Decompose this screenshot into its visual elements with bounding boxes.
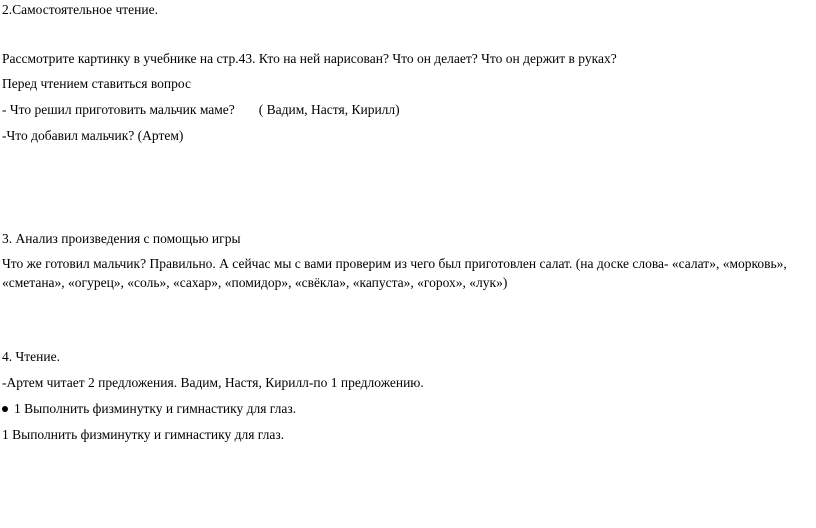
section2-pre-question: Перед чтением ставиться вопрос (2, 76, 191, 91)
section4-reading-order: -Артем читает 2 предложения. Вадим, Настя, Кирилл-по 1 предложению. (2, 375, 424, 390)
section2-instruction: Рассмотрите картинку в учебнике на стр.43. Кто на ней нарисован? Что он делает? Что он держит в руках? (2, 51, 617, 66)
section4-heading: 4. Чтение. (2, 349, 60, 364)
section4-bullet-item (2, 401, 296, 417)
bullet-icon (2, 406, 8, 412)
section3-text-line1: Что же готовил мальчик? Правильно. А сейчас мы с вами проверим из чего был приготовлен салат. (на доске слова- «салат», «морковь», (2, 256, 787, 271)
bullet-item-text: 1 Выполнить физминутку и гимнастику для глаз. (14, 401, 297, 416)
section4-plain-item: 1 Выполнить физминутку и гимнастику для глаз. (2, 427, 285, 442)
section2-heading: 2.Самостоятельное чтение. (2, 2, 158, 17)
section3-heading: 3. Анализ произведения с помощью игры (2, 231, 241, 246)
section3-text-line2: «сметана», «огурец», «соль», «сахар», «помидор», «свёкла», «капуста», «горох», «лук») (2, 275, 508, 290)
question1-text: - Что решил приготовить мальчик маме? (2, 102, 235, 117)
question1-answer: ( Вадим, Настя, Кирилл) (258, 102, 400, 117)
section2-question2: -Что добавил мальчик? (Артем) (2, 128, 184, 143)
section2-question1 (2, 102, 400, 118)
